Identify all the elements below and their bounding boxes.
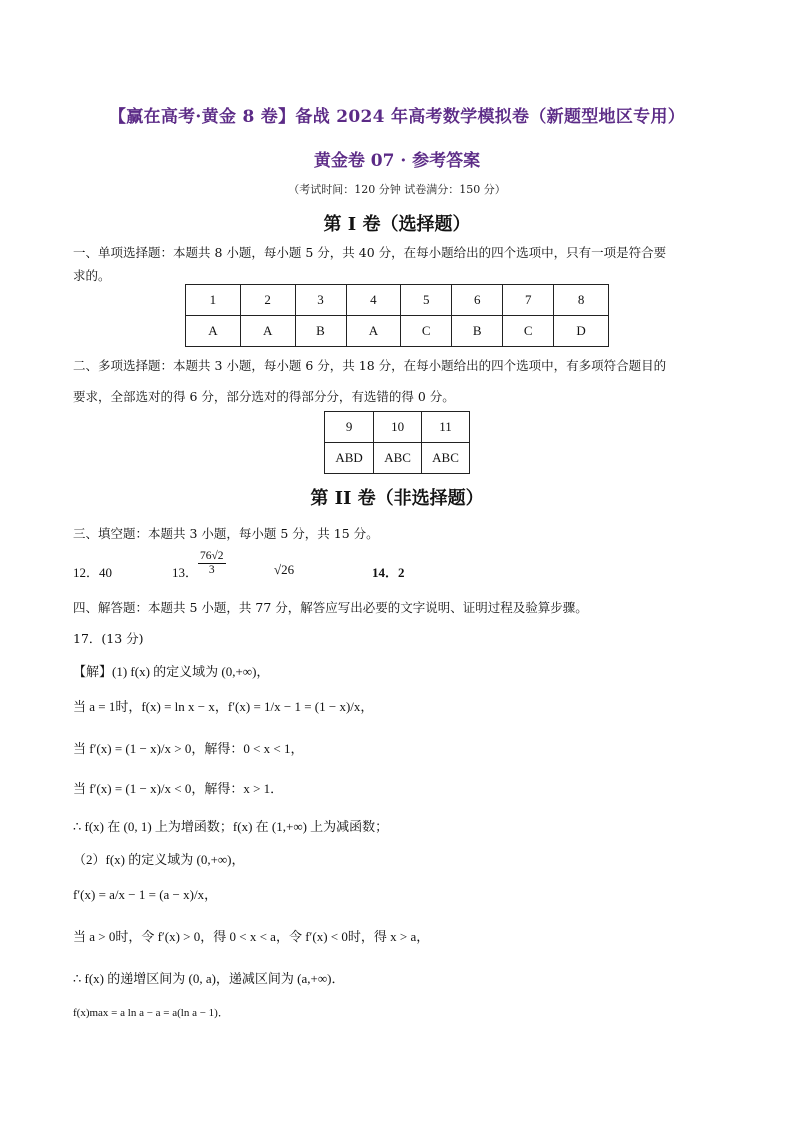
single-choice-instruction: 一、单项选择题：本题共 8 小题，每小题 5 分，共 40 分，在每小题给出的四个选项中，只有一项是符合要 — [73, 245, 667, 260]
question-17-header: 17．(13 分) — [73, 631, 144, 646]
multi-choice-answer-table — [324, 411, 470, 474]
question-number: 1 — [186, 285, 241, 316]
solution-line: （2）f(x) 的定义域为 (0,+∞)， — [73, 852, 245, 867]
solution-line: f′(x) = a/x − 1 = (a − x)/x， — [73, 887, 218, 902]
exam-info: （考试时间：120 分钟 试卷满分：150 分） — [288, 183, 506, 196]
answer-q12: 12．40 — [73, 565, 113, 580]
question-number: 5 — [401, 285, 452, 316]
fraction-numerator: 76√2 — [200, 550, 224, 562]
answer-q13-fraction — [196, 550, 228, 577]
document-subtitle: 黄金卷 07 · 参考答案 — [313, 151, 481, 171]
solutions-instruction: 四、解答题：本题共 5 小题，共 77 分，解答应写出必要的文字说明、证明过程及验算步骤。 — [73, 600, 588, 615]
part1-title: 第 I 卷（选择题） — [323, 214, 471, 235]
question-number: 10 — [374, 412, 422, 443]
question-number: 7 — [503, 285, 554, 316]
answer-cell: C — [503, 316, 554, 347]
question-number: 2 — [240, 285, 295, 316]
solution-line: ∴ f(x) 在 (0, 1) 上为增函数；f(x) 在 (1,+∞) 上为减函数； — [73, 819, 389, 834]
table-row — [186, 285, 609, 316]
answer-cell: ABC — [374, 443, 422, 474]
question-number: 6 — [452, 285, 503, 316]
answer-cell: D — [554, 316, 609, 347]
answer-cell: ABC — [422, 443, 470, 474]
answer-cell: A — [240, 316, 295, 347]
table-row — [325, 443, 470, 474]
multi-choice-instruction: 二、多项选择题：本题共 3 小题，每小题 6 分，共 18 分，在每小题给出的四个选项中，有多项符合题目的 — [73, 358, 667, 373]
answer-cell: A — [186, 316, 241, 347]
solution-line: 当 f′(x) = (1 − x)/x > 0，解得：0 < x < 1， — [73, 741, 304, 756]
question-number: 3 — [295, 285, 346, 316]
question-number: 4 — [346, 285, 401, 316]
answer-cell: A — [346, 316, 401, 347]
solution-line: 【解】(1) f(x) 的定义域为 (0,+∞)， — [73, 664, 270, 679]
single-choice-answer-table — [185, 284, 609, 347]
single-choice-instruction-cont: 求的。 — [73, 268, 111, 283]
question-number: 11 — [422, 412, 470, 443]
answer-cell: C — [401, 316, 452, 347]
solution-line: 当 a = 1时，f(x) = ln x − x，f′(x) = 1/x − 1 = (1 − x)/x， — [73, 699, 374, 714]
part2-title: 第 II 卷（非选择题） — [310, 488, 484, 509]
table-row — [325, 412, 470, 443]
table-row — [186, 316, 609, 347]
solution-line: f(x)max = a ln a − a = a(ln a − 1)． — [73, 1007, 229, 1019]
question-number: 8 — [554, 285, 609, 316]
answer-q13-extra: √26 — [274, 562, 295, 577]
solution-line: 当 f′(x) = (1 − x)/x < 0，解得：x > 1． — [73, 781, 284, 796]
document-title: 【赢在高考·黄金 8 卷】备战 2024 年高考数学模拟卷（新题型地区专用） — [108, 107, 686, 127]
answer-cell: ABD — [325, 443, 374, 474]
answer-q14: 14．2 — [372, 565, 405, 580]
fraction-denominator: 3 — [208, 564, 215, 576]
multi-choice-instruction-cont: 要求，全部选对的得 6 分，部分选对的得部分分，有选错的得 0 分。 — [73, 389, 455, 404]
answer-cell: B — [452, 316, 503, 347]
solution-line: 当 a > 0时，令 f′(x) > 0，得 0 < x < a，令 f′(x) < 0时，得 x > a， — [73, 929, 430, 944]
fill-in-instruction: 三、填空题：本题共 3 小题，每小题 5 分，共 15 分。 — [73, 526, 379, 541]
answer-cell: B — [295, 316, 346, 347]
question-number: 9 — [325, 412, 374, 443]
answer-q13-label: 13． — [172, 565, 199, 580]
solution-line: ∴ f(x) 的递增区间为 (0, a)，递减区间为 (a,+∞)． — [73, 971, 345, 986]
